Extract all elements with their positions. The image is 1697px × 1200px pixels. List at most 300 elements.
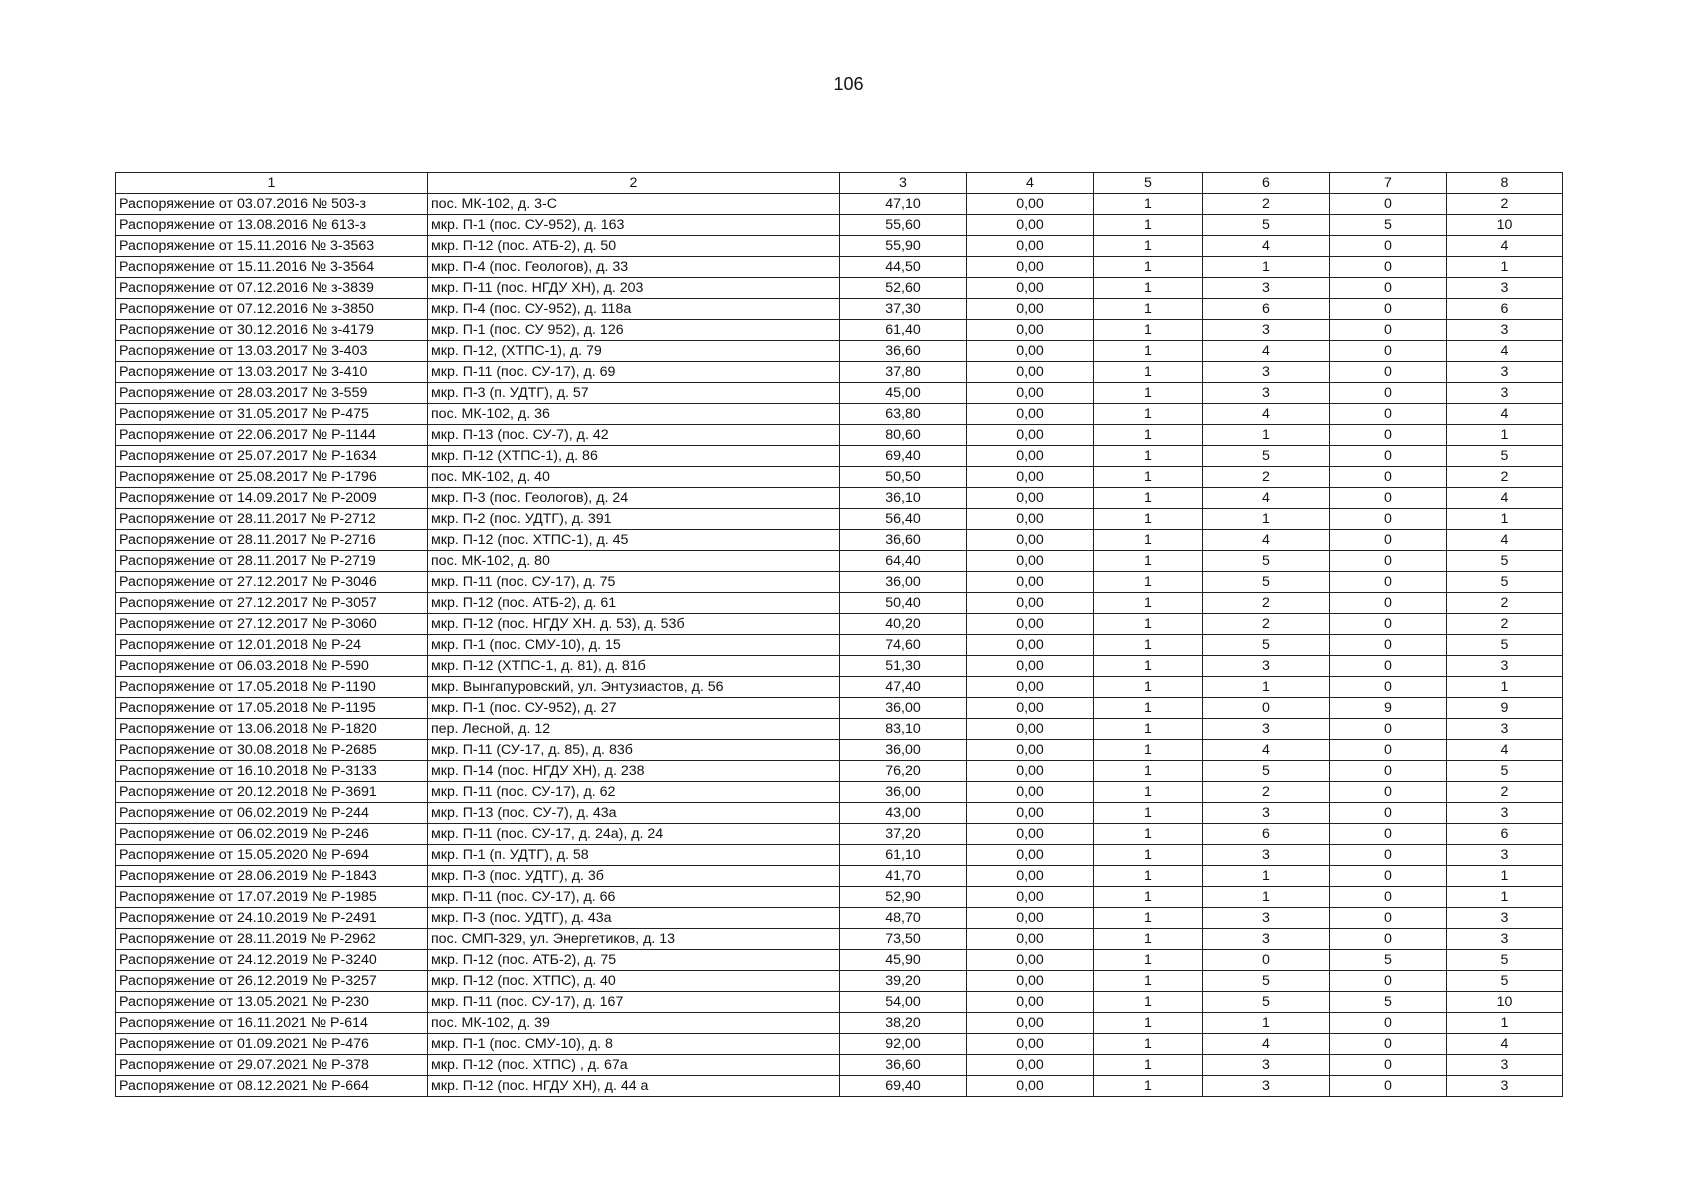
order-cell: Распоряжение от 16.10.2018 № Р-3133 bbox=[116, 761, 428, 782]
col-4-cell: 0,00 bbox=[967, 761, 1094, 782]
address-cell: мкр. П-11 (пос. СУ-17), д. 167 bbox=[428, 992, 840, 1013]
header-cell: 5 bbox=[1094, 173, 1203, 194]
address-cell: мкр. П-11 (пос. СУ-17, д. 24а), д. 24 bbox=[428, 824, 840, 845]
col-4-cell: 0,00 bbox=[967, 1076, 1094, 1097]
col-6-cell: 5 bbox=[1203, 551, 1330, 572]
table-row bbox=[116, 593, 1563, 614]
table-row bbox=[116, 509, 1563, 530]
order-cell: Распоряжение от 31.05.2017 № Р-475 bbox=[116, 404, 428, 425]
header-cell: 8 bbox=[1447, 173, 1563, 194]
col-3-cell: 52,60 bbox=[840, 278, 967, 299]
col-7-cell: 0 bbox=[1330, 320, 1447, 341]
col-6-cell: 3 bbox=[1203, 929, 1330, 950]
header-cell: 1 bbox=[116, 173, 428, 194]
col-8-cell: 4 bbox=[1447, 488, 1563, 509]
col-7-cell: 0 bbox=[1330, 929, 1447, 950]
col-4-cell: 0,00 bbox=[967, 929, 1094, 950]
col-4-cell: 0,00 bbox=[967, 362, 1094, 383]
col-3-cell: 61,10 bbox=[840, 845, 967, 866]
col-7-cell: 0 bbox=[1330, 740, 1447, 761]
order-cell: Распоряжение от 28.06.2019 № Р-1843 bbox=[116, 866, 428, 887]
col-7-cell: 9 bbox=[1330, 698, 1447, 719]
col-5-cell: 1 bbox=[1094, 551, 1203, 572]
col-8-cell: 3 bbox=[1447, 278, 1563, 299]
order-cell: Распоряжение от 25.08.2017 № Р-1796 bbox=[116, 467, 428, 488]
col-4-cell: 0,00 bbox=[967, 467, 1094, 488]
col-5-cell: 1 bbox=[1094, 887, 1203, 908]
col-3-cell: 36,00 bbox=[840, 740, 967, 761]
col-5-cell: 1 bbox=[1094, 761, 1203, 782]
address-cell: мкр. П-11 (пос. НГДУ ХН), д. 203 bbox=[428, 278, 840, 299]
col-3-cell: 43,00 bbox=[840, 803, 967, 824]
col-5-cell: 1 bbox=[1094, 194, 1203, 215]
col-8-cell: 5 bbox=[1447, 572, 1563, 593]
table-row bbox=[116, 677, 1563, 698]
col-4-cell: 0,00 bbox=[967, 404, 1094, 425]
table-row bbox=[116, 425, 1563, 446]
address-cell: мкр. П-12 (пос. ХТПС), д. 40 bbox=[428, 971, 840, 992]
col-7-cell: 0 bbox=[1330, 299, 1447, 320]
col-4-cell: 0,00 bbox=[967, 656, 1094, 677]
col-4-cell: 0,00 bbox=[967, 425, 1094, 446]
order-cell: Распоряжение от 16.11.2021 № Р-614 bbox=[116, 1013, 428, 1034]
col-4-cell: 0,00 bbox=[967, 971, 1094, 992]
col-5-cell: 1 bbox=[1094, 950, 1203, 971]
col-4-cell: 0,00 bbox=[967, 614, 1094, 635]
col-5-cell: 1 bbox=[1094, 383, 1203, 404]
col-5-cell: 1 bbox=[1094, 446, 1203, 467]
header-cell: 4 bbox=[967, 173, 1094, 194]
col-5-cell: 1 bbox=[1094, 992, 1203, 1013]
col-8-cell: 3 bbox=[1447, 803, 1563, 824]
table-row bbox=[116, 908, 1563, 929]
col-8-cell: 3 bbox=[1447, 845, 1563, 866]
address-cell: мкр. Вынгапуровский, ул. Энтузиастов, д. 56 bbox=[428, 677, 840, 698]
col-4-cell: 0,00 bbox=[967, 299, 1094, 320]
address-cell: мкр. П-11 (пос. СУ-17), д. 66 bbox=[428, 887, 840, 908]
header-cell: 3 bbox=[840, 173, 967, 194]
col-7-cell: 0 bbox=[1330, 614, 1447, 635]
col-4-cell: 0,00 bbox=[967, 887, 1094, 908]
table-row bbox=[116, 488, 1563, 509]
col-7-cell: 0 bbox=[1330, 572, 1447, 593]
col-3-cell: 50,40 bbox=[840, 593, 967, 614]
col-5-cell: 1 bbox=[1094, 719, 1203, 740]
order-cell: Распоряжение от 17.05.2018 № Р-1195 bbox=[116, 698, 428, 719]
col-8-cell: 1 bbox=[1447, 677, 1563, 698]
order-cell: Распоряжение от 27.12.2017 № Р-3057 bbox=[116, 593, 428, 614]
header-cell: 6 bbox=[1203, 173, 1330, 194]
col-6-cell: 1 bbox=[1203, 887, 1330, 908]
col-6-cell: 1 bbox=[1203, 509, 1330, 530]
order-cell: Распоряжение от 13.05.2021 № Р-230 bbox=[116, 992, 428, 1013]
col-3-cell: 51,30 bbox=[840, 656, 967, 677]
col-3-cell: 45,90 bbox=[840, 950, 967, 971]
col-4-cell: 0,00 bbox=[967, 278, 1094, 299]
order-cell: Распоряжение от 14.09.2017 № Р-2009 bbox=[116, 488, 428, 509]
col-6-cell: 3 bbox=[1203, 320, 1330, 341]
address-cell: мкр. П-14 (пос. НГДУ ХН), д. 238 bbox=[428, 761, 840, 782]
col-5-cell: 1 bbox=[1094, 635, 1203, 656]
col-4-cell: 0,00 bbox=[967, 236, 1094, 257]
col-8-cell: 3 bbox=[1447, 1076, 1563, 1097]
table-row bbox=[116, 698, 1563, 719]
col-6-cell: 4 bbox=[1203, 236, 1330, 257]
order-cell: Распоряжение от 13.08.2016 № 613-з bbox=[116, 215, 428, 236]
col-7-cell: 0 bbox=[1330, 383, 1447, 404]
col-7-cell: 0 bbox=[1330, 404, 1447, 425]
col-6-cell: 2 bbox=[1203, 194, 1330, 215]
col-7-cell: 0 bbox=[1330, 782, 1447, 803]
address-cell: мкр. П-3 (пос. УДТГ), д. 3б bbox=[428, 866, 840, 887]
col-7-cell: 0 bbox=[1330, 1076, 1447, 1097]
col-3-cell: 40,20 bbox=[840, 614, 967, 635]
table-row bbox=[116, 194, 1563, 215]
col-7-cell: 0 bbox=[1330, 971, 1447, 992]
col-7-cell: 0 bbox=[1330, 509, 1447, 530]
col-5-cell: 1 bbox=[1094, 236, 1203, 257]
col-4-cell: 0,00 bbox=[967, 782, 1094, 803]
order-cell: Распоряжение от 06.02.2019 № Р-244 bbox=[116, 803, 428, 824]
col-8-cell: 5 bbox=[1447, 635, 1563, 656]
col-8-cell: 4 bbox=[1447, 1034, 1563, 1055]
order-cell: Распоряжение от 27.12.2017 № Р-3060 bbox=[116, 614, 428, 635]
col-7-cell: 0 bbox=[1330, 824, 1447, 845]
col-8-cell: 1 bbox=[1447, 866, 1563, 887]
table-body bbox=[116, 173, 1563, 1097]
col-6-cell: 5 bbox=[1203, 446, 1330, 467]
order-cell: Распоряжение от 17.07.2019 № Р-1985 bbox=[116, 887, 428, 908]
table-row bbox=[116, 383, 1563, 404]
col-3-cell: 36,00 bbox=[840, 572, 967, 593]
col-4-cell: 0,00 bbox=[967, 320, 1094, 341]
table-row bbox=[116, 887, 1563, 908]
address-cell: мкр. П-1 (пос. СУ 952), д. 126 bbox=[428, 320, 840, 341]
address-cell: мкр. П-1 (пос. СУ-952), д. 27 bbox=[428, 698, 840, 719]
order-cell: Распоряжение от 17.05.2018 № Р-1190 bbox=[116, 677, 428, 698]
table-row bbox=[116, 1034, 1563, 1055]
col-3-cell: 55,60 bbox=[840, 215, 967, 236]
col-7-cell: 0 bbox=[1330, 908, 1447, 929]
col-3-cell: 37,30 bbox=[840, 299, 967, 320]
col-5-cell: 1 bbox=[1094, 362, 1203, 383]
col-8-cell: 4 bbox=[1447, 341, 1563, 362]
col-3-cell: 36,60 bbox=[840, 530, 967, 551]
col-3-cell: 36,00 bbox=[840, 698, 967, 719]
col-7-cell: 5 bbox=[1330, 950, 1447, 971]
col-6-cell: 3 bbox=[1203, 719, 1330, 740]
col-6-cell: 5 bbox=[1203, 761, 1330, 782]
col-5-cell: 1 bbox=[1094, 530, 1203, 551]
col-6-cell: 4 bbox=[1203, 488, 1330, 509]
address-cell: мкр. П-12 (пос. НГДУ ХН), д. 44 а bbox=[428, 1076, 840, 1097]
data-table bbox=[115, 172, 1563, 1097]
col-6-cell: 6 bbox=[1203, 299, 1330, 320]
col-8-cell: 3 bbox=[1447, 1055, 1563, 1076]
col-3-cell: 69,40 bbox=[840, 446, 967, 467]
col-7-cell: 0 bbox=[1330, 488, 1447, 509]
col-5-cell: 1 bbox=[1094, 656, 1203, 677]
address-cell: пос. МК-102, д. 80 bbox=[428, 551, 840, 572]
col-8-cell: 1 bbox=[1447, 1013, 1563, 1034]
col-6-cell: 4 bbox=[1203, 404, 1330, 425]
col-8-cell: 3 bbox=[1447, 656, 1563, 677]
col-8-cell: 5 bbox=[1447, 950, 1563, 971]
col-3-cell: 47,40 bbox=[840, 677, 967, 698]
col-6-cell: 2 bbox=[1203, 614, 1330, 635]
col-8-cell: 10 bbox=[1447, 215, 1563, 236]
col-5-cell: 1 bbox=[1094, 1013, 1203, 1034]
col-7-cell: 0 bbox=[1330, 593, 1447, 614]
col-4-cell: 0,00 bbox=[967, 194, 1094, 215]
col-8-cell: 4 bbox=[1447, 236, 1563, 257]
col-6-cell: 3 bbox=[1203, 908, 1330, 929]
table-header-row bbox=[116, 173, 1563, 194]
col-7-cell: 0 bbox=[1330, 341, 1447, 362]
table-row bbox=[116, 341, 1563, 362]
col-3-cell: 92,00 bbox=[840, 1034, 967, 1055]
address-cell: мкр. П-4 (пос. Геологов), д. 33 bbox=[428, 257, 840, 278]
order-cell: Распоряжение от 25.07.2017 № Р-1634 bbox=[116, 446, 428, 467]
col-6-cell: 3 bbox=[1203, 656, 1330, 677]
col-7-cell: 5 bbox=[1330, 992, 1447, 1013]
order-cell: Распоряжение от 13.06.2018 № Р-1820 bbox=[116, 719, 428, 740]
col-8-cell: 5 bbox=[1447, 446, 1563, 467]
col-3-cell: 39,20 bbox=[840, 971, 967, 992]
order-cell: Распоряжение от 06.03.2018 № Р-590 bbox=[116, 656, 428, 677]
col-8-cell: 2 bbox=[1447, 782, 1563, 803]
col-4-cell: 0,00 bbox=[967, 593, 1094, 614]
col-7-cell: 0 bbox=[1330, 551, 1447, 572]
table-row bbox=[116, 362, 1563, 383]
col-6-cell: 4 bbox=[1203, 530, 1330, 551]
col-5-cell: 1 bbox=[1094, 782, 1203, 803]
col-3-cell: 36,60 bbox=[840, 1055, 967, 1076]
col-7-cell: 0 bbox=[1330, 656, 1447, 677]
col-7-cell: 0 bbox=[1330, 1034, 1447, 1055]
col-6-cell: 4 bbox=[1203, 1034, 1330, 1055]
header-cell: 7 bbox=[1330, 173, 1447, 194]
col-3-cell: 83,10 bbox=[840, 719, 967, 740]
col-3-cell: 37,20 bbox=[840, 824, 967, 845]
order-cell: Распоряжение от 28.11.2017 № Р-2712 bbox=[116, 509, 428, 530]
col-4-cell: 0,00 bbox=[967, 803, 1094, 824]
col-3-cell: 36,60 bbox=[840, 341, 967, 362]
col-4-cell: 0,00 bbox=[967, 383, 1094, 404]
col-8-cell: 5 bbox=[1447, 761, 1563, 782]
order-cell: Распоряжение от 28.11.2017 № Р-2719 bbox=[116, 551, 428, 572]
col-3-cell: 74,60 bbox=[840, 635, 967, 656]
order-cell: Распоряжение от 13.03.2017 № 3-403 bbox=[116, 341, 428, 362]
col-6-cell: 1 bbox=[1203, 677, 1330, 698]
address-cell: мкр. П-13 (пос. СУ-7), д. 42 bbox=[428, 425, 840, 446]
col-8-cell: 1 bbox=[1447, 509, 1563, 530]
col-5-cell: 1 bbox=[1094, 341, 1203, 362]
col-7-cell: 0 bbox=[1330, 257, 1447, 278]
col-4-cell: 0,00 bbox=[967, 1013, 1094, 1034]
col-3-cell: 41,70 bbox=[840, 866, 967, 887]
table-row bbox=[116, 992, 1563, 1013]
col-5-cell: 1 bbox=[1094, 677, 1203, 698]
order-cell: Распоряжение от 28.11.2019 № Р-2962 bbox=[116, 929, 428, 950]
order-cell: Распоряжение от 26.12.2019 № Р-3257 bbox=[116, 971, 428, 992]
order-cell: Распоряжение от 29.07.2021 № Р-378 bbox=[116, 1055, 428, 1076]
table-row bbox=[116, 467, 1563, 488]
order-cell: Распоряжение от 03.07.2016 № 503-з bbox=[116, 194, 428, 215]
table-row bbox=[116, 572, 1563, 593]
address-cell: мкр. П-12 (пос. ХТПС-1), д. 45 bbox=[428, 530, 840, 551]
col-5-cell: 1 bbox=[1094, 1055, 1203, 1076]
col-6-cell: 3 bbox=[1203, 1055, 1330, 1076]
table-row bbox=[116, 446, 1563, 467]
address-cell: пос. МК-102, д. 39 bbox=[428, 1013, 840, 1034]
col-5-cell: 1 bbox=[1094, 215, 1203, 236]
order-cell: Распоряжение от 07.12.2016 № з-3839 bbox=[116, 278, 428, 299]
order-cell: Распоряжение от 28.11.2017 № Р-2716 bbox=[116, 530, 428, 551]
col-5-cell: 1 bbox=[1094, 698, 1203, 719]
col-8-cell: 5 bbox=[1447, 551, 1563, 572]
table-row bbox=[116, 656, 1563, 677]
col-4-cell: 0,00 bbox=[967, 740, 1094, 761]
col-4-cell: 0,00 bbox=[967, 677, 1094, 698]
table-row bbox=[116, 866, 1563, 887]
col-4-cell: 0,00 bbox=[967, 551, 1094, 572]
order-cell: Распоряжение от 01.09.2021 № Р-476 bbox=[116, 1034, 428, 1055]
table-row bbox=[116, 614, 1563, 635]
col-5-cell: 1 bbox=[1094, 1076, 1203, 1097]
col-6-cell: 1 bbox=[1203, 425, 1330, 446]
col-3-cell: 52,90 bbox=[840, 887, 967, 908]
col-5-cell: 1 bbox=[1094, 803, 1203, 824]
order-cell: Распоряжение от 07.12.2016 № з-3850 bbox=[116, 299, 428, 320]
col-6-cell: 5 bbox=[1203, 971, 1330, 992]
col-8-cell: 5 bbox=[1447, 971, 1563, 992]
col-7-cell: 0 bbox=[1330, 1013, 1447, 1034]
col-4-cell: 0,00 bbox=[967, 257, 1094, 278]
col-4-cell: 0,00 bbox=[967, 446, 1094, 467]
order-cell: Распоряжение от 30.08.2018 № Р-2685 bbox=[116, 740, 428, 761]
col-8-cell: 2 bbox=[1447, 194, 1563, 215]
col-8-cell: 6 bbox=[1447, 299, 1563, 320]
address-cell: мкр. П-3 (пос. УДТГ), д. 43а bbox=[428, 908, 840, 929]
col-5-cell: 1 bbox=[1094, 824, 1203, 845]
col-4-cell: 0,00 bbox=[967, 635, 1094, 656]
col-8-cell: 1 bbox=[1447, 425, 1563, 446]
col-4-cell: 0,00 bbox=[967, 572, 1094, 593]
table-row bbox=[116, 761, 1563, 782]
col-6-cell: 4 bbox=[1203, 341, 1330, 362]
col-7-cell: 0 bbox=[1330, 887, 1447, 908]
col-8-cell: 2 bbox=[1447, 614, 1563, 635]
address-cell: пос. МК-102, д. 36 bbox=[428, 404, 840, 425]
table-row bbox=[116, 236, 1563, 257]
col-5-cell: 1 bbox=[1094, 488, 1203, 509]
order-cell: Распоряжение от 12.01.2018 № Р-24 bbox=[116, 635, 428, 656]
table-row bbox=[116, 320, 1563, 341]
order-cell: Распоряжение от 24.12.2019 № Р-3240 bbox=[116, 950, 428, 971]
col-3-cell: 55,90 bbox=[840, 236, 967, 257]
col-5-cell: 1 bbox=[1094, 320, 1203, 341]
col-6-cell: 5 bbox=[1203, 635, 1330, 656]
table-row bbox=[116, 278, 1563, 299]
col-7-cell: 0 bbox=[1330, 845, 1447, 866]
col-6-cell: 3 bbox=[1203, 803, 1330, 824]
table-row bbox=[116, 803, 1563, 824]
col-5-cell: 1 bbox=[1094, 908, 1203, 929]
col-4-cell: 0,00 bbox=[967, 215, 1094, 236]
col-3-cell: 36,10 bbox=[840, 488, 967, 509]
address-cell: мкр. П-11 (пос. СУ-17), д. 69 bbox=[428, 362, 840, 383]
col-5-cell: 1 bbox=[1094, 929, 1203, 950]
address-cell: мкр. П-1 (пос. СМУ-10), д. 15 bbox=[428, 635, 840, 656]
address-cell: мкр. П-11 (пос. СУ-17), д. 75 bbox=[428, 572, 840, 593]
col-5-cell: 1 bbox=[1094, 278, 1203, 299]
col-6-cell: 5 bbox=[1203, 215, 1330, 236]
col-5-cell: 1 bbox=[1094, 1034, 1203, 1055]
address-cell: пос. МК-102, д. 40 bbox=[428, 467, 840, 488]
col-5-cell: 1 bbox=[1094, 509, 1203, 530]
col-8-cell: 2 bbox=[1447, 593, 1563, 614]
table-row bbox=[116, 782, 1563, 803]
col-6-cell: 5 bbox=[1203, 572, 1330, 593]
order-cell: Распоряжение от 15.05.2020 № Р-694 bbox=[116, 845, 428, 866]
address-cell: мкр. П-12 (пос. АТБ-2), д. 61 bbox=[428, 593, 840, 614]
col-6-cell: 1 bbox=[1203, 1013, 1330, 1034]
col-7-cell: 0 bbox=[1330, 635, 1447, 656]
col-7-cell: 0 bbox=[1330, 194, 1447, 215]
order-cell: Распоряжение от 13.03.2017 № 3-410 bbox=[116, 362, 428, 383]
col-7-cell: 0 bbox=[1330, 467, 1447, 488]
col-6-cell: 3 bbox=[1203, 362, 1330, 383]
table-row bbox=[116, 740, 1563, 761]
col-3-cell: 80,60 bbox=[840, 425, 967, 446]
col-4-cell: 0,00 bbox=[967, 1055, 1094, 1076]
col-6-cell: 2 bbox=[1203, 467, 1330, 488]
col-7-cell: 0 bbox=[1330, 803, 1447, 824]
col-5-cell: 1 bbox=[1094, 404, 1203, 425]
col-8-cell: 3 bbox=[1447, 383, 1563, 404]
col-6-cell: 3 bbox=[1203, 278, 1330, 299]
col-7-cell: 0 bbox=[1330, 1055, 1447, 1076]
col-7-cell: 0 bbox=[1330, 425, 1447, 446]
order-cell: Распоряжение от 20.12.2018 № Р-3691 bbox=[116, 782, 428, 803]
order-cell: Распоряжение от 30.12.2016 № з-4179 bbox=[116, 320, 428, 341]
table-row bbox=[116, 257, 1563, 278]
col-7-cell: 0 bbox=[1330, 362, 1447, 383]
col-5-cell: 1 bbox=[1094, 425, 1203, 446]
col-8-cell: 3 bbox=[1447, 908, 1563, 929]
col-8-cell: 1 bbox=[1447, 257, 1563, 278]
col-3-cell: 76,20 bbox=[840, 761, 967, 782]
col-4-cell: 0,00 bbox=[967, 1034, 1094, 1055]
address-cell: мкр. П-1 (п. УДТГ), д. 58 bbox=[428, 845, 840, 866]
col-3-cell: 73,50 bbox=[840, 929, 967, 950]
table-row bbox=[116, 929, 1563, 950]
col-6-cell: 0 bbox=[1203, 698, 1330, 719]
table-row bbox=[116, 824, 1563, 845]
col-6-cell: 1 bbox=[1203, 866, 1330, 887]
table-row bbox=[116, 719, 1563, 740]
order-cell: Распоряжение от 22.06.2017 № Р-1144 bbox=[116, 425, 428, 446]
col-4-cell: 0,00 bbox=[967, 824, 1094, 845]
order-cell: Распоряжение от 27.12.2017 № Р-3046 bbox=[116, 572, 428, 593]
col-6-cell: 4 bbox=[1203, 740, 1330, 761]
col-4-cell: 0,00 bbox=[967, 341, 1094, 362]
col-7-cell: 0 bbox=[1330, 446, 1447, 467]
col-3-cell: 63,80 bbox=[840, 404, 967, 425]
col-4-cell: 0,00 bbox=[967, 908, 1094, 929]
order-cell: Распоряжение от 24.10.2019 № Р-2491 bbox=[116, 908, 428, 929]
